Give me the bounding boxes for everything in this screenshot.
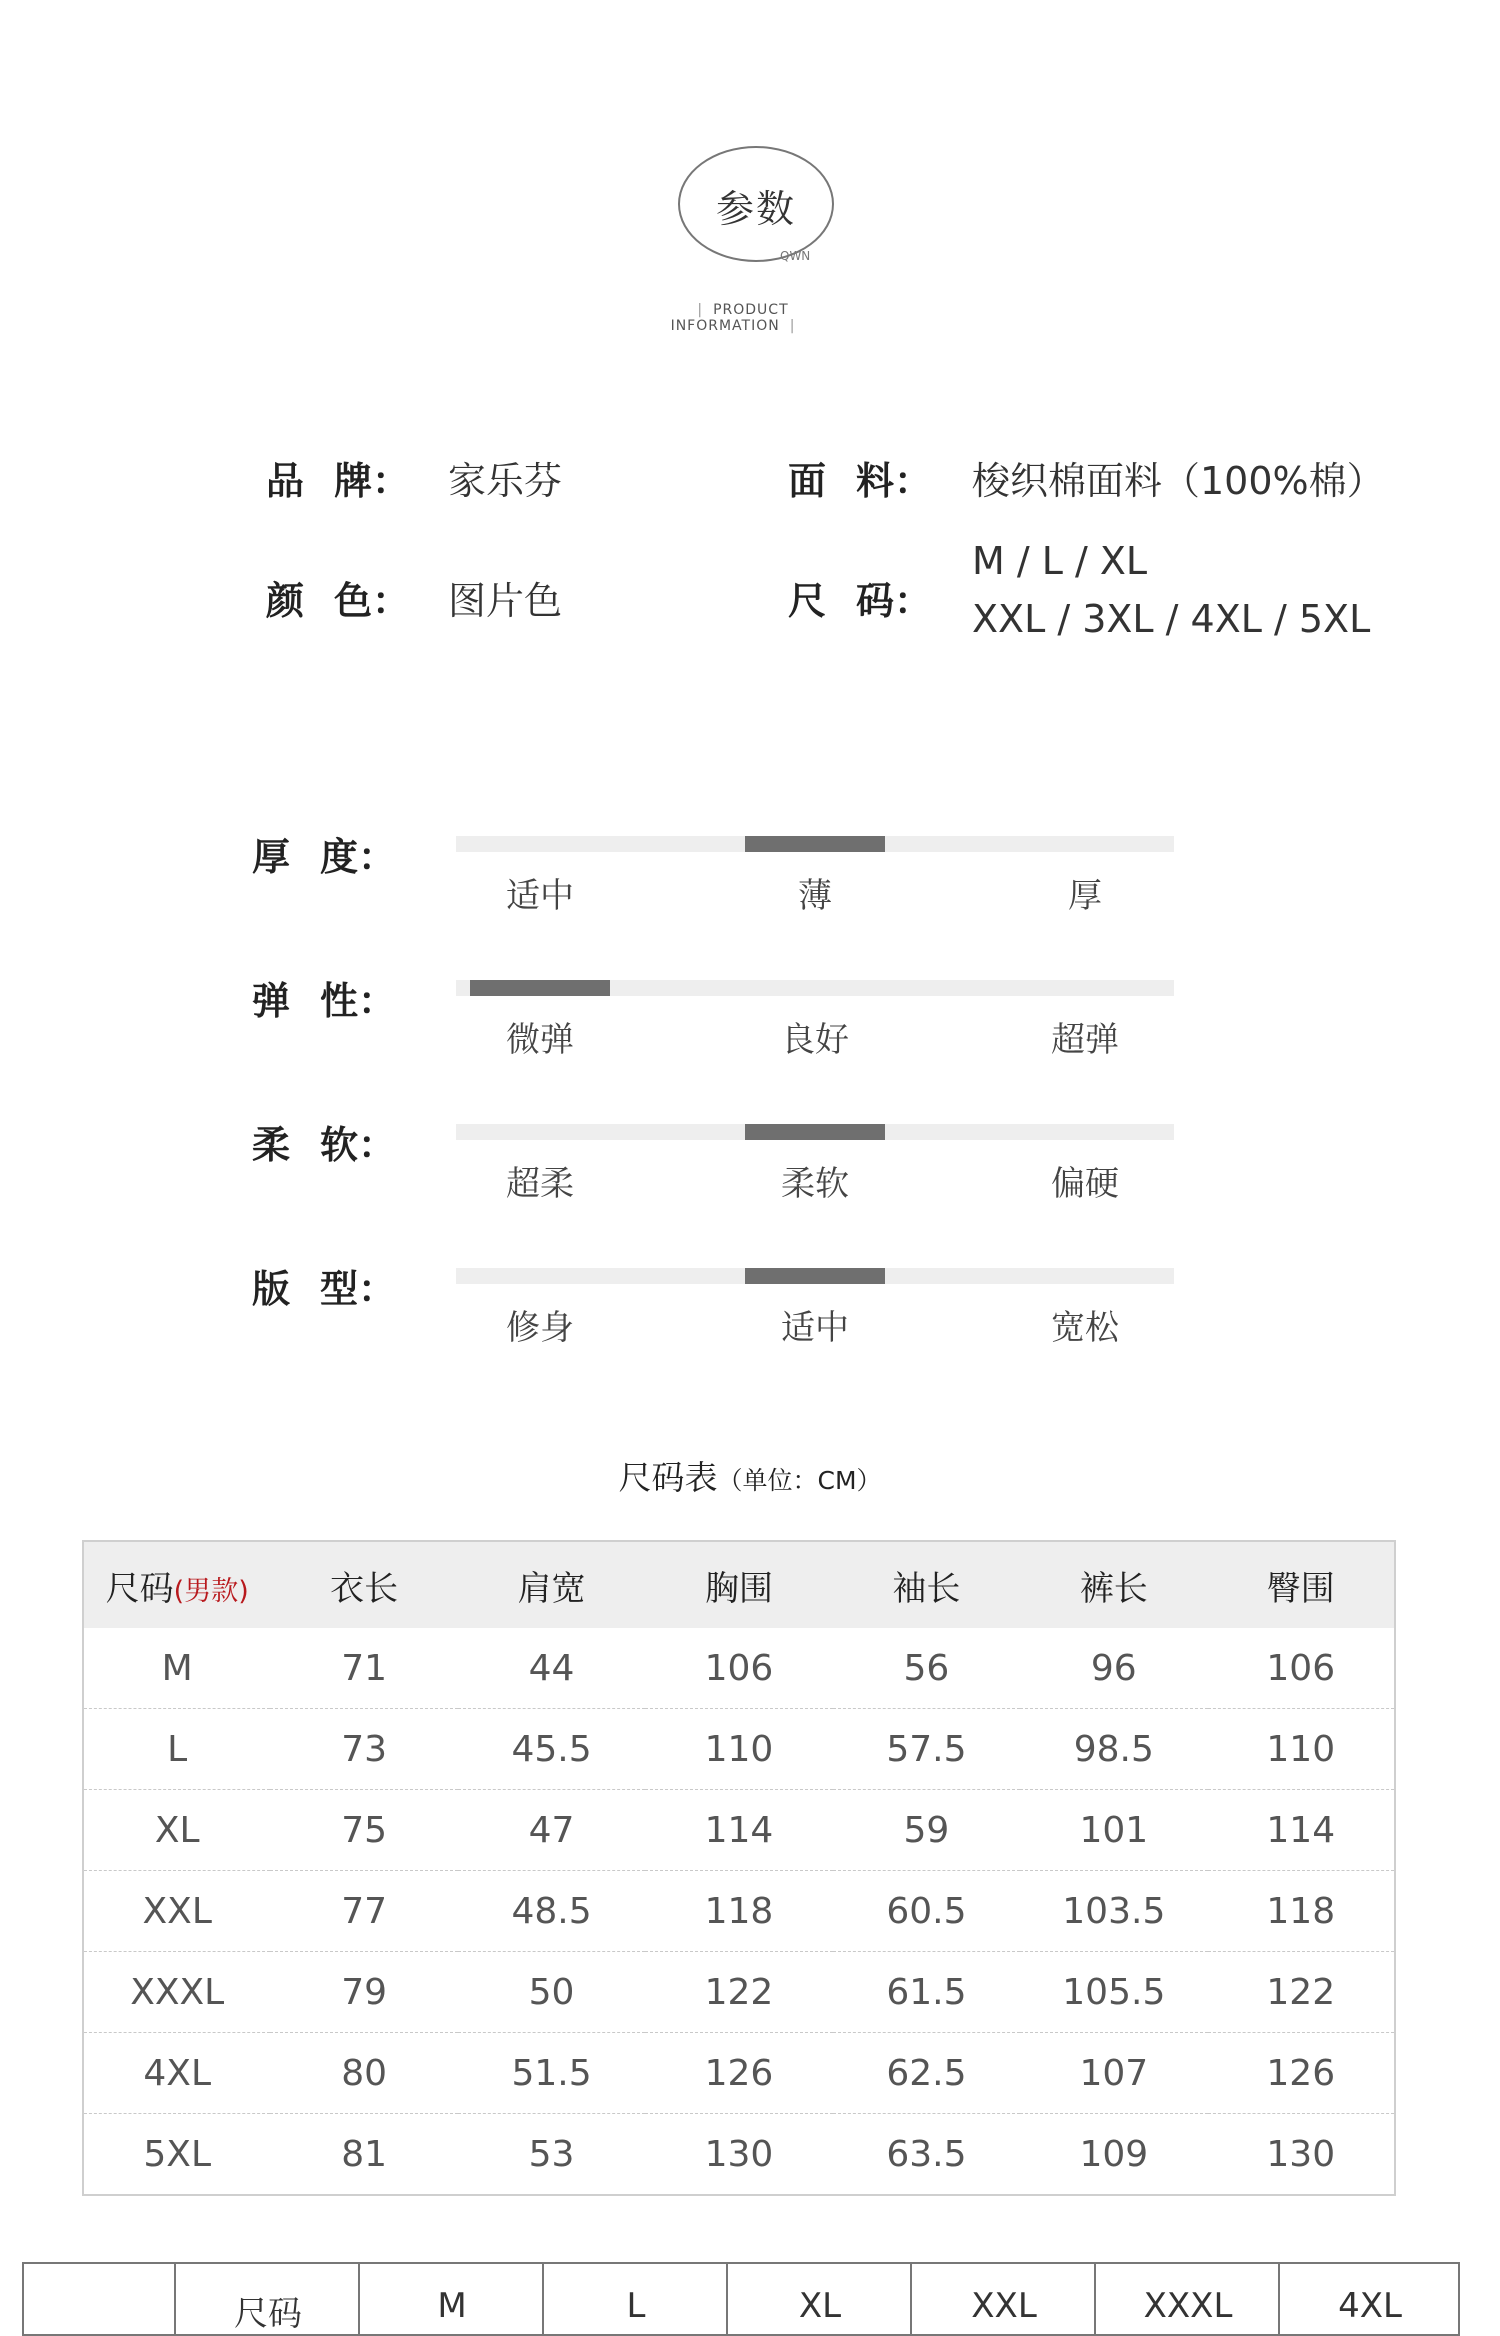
rating-option: 薄 (798, 876, 832, 916)
table-cell: 77 (270, 1871, 457, 1952)
rating-option: 超柔 (506, 1164, 574, 1204)
color-value: 图片色 (448, 579, 563, 623)
rating-option: 适中 (506, 876, 574, 916)
table-row (83, 1790, 1395, 1871)
rating-track (456, 1268, 1174, 1284)
table-cell: 130 (645, 2114, 832, 2196)
table-cell: 126 (645, 2033, 832, 2114)
bottom-table (22, 2262, 1460, 2336)
table-cell: M (161, 1647, 193, 1689)
table-cell: 4XL (83, 2033, 270, 2114)
header-cell: 裤长 (1020, 1541, 1207, 1628)
bottom-table-cell (174, 2264, 360, 2334)
table-cell: 106 (1266, 1647, 1336, 1689)
table-cell: 45.5 (458, 1709, 645, 1790)
table-cell: 51.5 (458, 2033, 645, 2114)
brand-value: 家乐芬 (448, 459, 563, 503)
table-cell: 110 (1208, 1709, 1395, 1790)
rating-track (456, 1124, 1174, 1140)
table-cell: 79 (270, 1952, 457, 2033)
table-row (83, 2114, 1395, 2196)
rating-option: 厚 (1068, 876, 1102, 916)
rating-track (456, 980, 1174, 996)
bottom-table-cell (358, 2264, 544, 2334)
bottom-table-cell (726, 2264, 912, 2334)
table-cell: 73 (270, 1709, 457, 1790)
bottom-table-text: XXXL (1143, 2286, 1233, 2326)
rating-indicator (745, 1268, 885, 1284)
table-row (83, 1871, 1395, 1952)
header-cell: 肩宽 (458, 1541, 645, 1628)
bottom-table-text: 尺码 (234, 2294, 302, 2334)
rating-option: 良好 (781, 1020, 849, 1060)
header-cell: 胸围 (645, 1541, 832, 1628)
table-cell: 48.5 (458, 1871, 645, 1952)
bottom-table-text: M (437, 2286, 467, 2326)
size-table-header (83, 1541, 1395, 1628)
table-cell: 61.5 (833, 1952, 1020, 2033)
table-cell: 114 (645, 1790, 832, 1871)
table-row (83, 1628, 1395, 1709)
separator: | (697, 302, 704, 318)
rating-option: 超弹 (1051, 1020, 1119, 1060)
table-cell: 118 (645, 1871, 832, 1952)
table-cell: 5XL (83, 2114, 270, 2196)
rating-option: 修身 (506, 1308, 574, 1348)
bottom-table-cell (1278, 2264, 1460, 2334)
table-cell: 107 (1020, 2033, 1207, 2114)
rating-label: 柔 软： (252, 1123, 397, 1167)
table-row (83, 2033, 1395, 2114)
table-row (83, 1709, 1395, 1790)
header-note: (男款) (173, 1575, 249, 1607)
rating-label: 厚 度： (252, 835, 397, 879)
table-cell: 109 (1020, 2114, 1207, 2196)
table-cell: XXXL (83, 1952, 270, 2033)
rating-track (456, 836, 1174, 852)
table-cell: 98.5 (1020, 1709, 1207, 1790)
size-table (82, 1540, 1396, 2196)
table-cell: 122 (645, 1952, 832, 2033)
bottom-table-cell (542, 2264, 728, 2334)
color-label: 颜 色： (266, 579, 411, 623)
table-cell: 59 (833, 1790, 1020, 1871)
table-cell: 62.5 (833, 2033, 1020, 2114)
table-cell: 53 (458, 2114, 645, 2196)
bottom-table-text: 4XL (1338, 2286, 1402, 2326)
table-cell: 103.5 (1020, 1871, 1207, 1952)
bottom-table-cell (910, 2264, 1096, 2334)
table-cell: 130 (1208, 2114, 1395, 2196)
table-cell: 122 (1208, 1952, 1395, 2033)
table-cell: 106 (704, 1647, 774, 1689)
table-cell: 60.5 (833, 1871, 1020, 1952)
header-cell: 臀围 (1208, 1541, 1395, 1628)
table-cell: 63.5 (833, 2114, 1020, 2196)
table-cell: L (83, 1709, 270, 1790)
table-cell: 81 (270, 2114, 457, 2196)
header-cell: 衣长 (270, 1541, 457, 1628)
size-value-line1: M / L / XL (972, 539, 1148, 583)
table-cell: 101 (1020, 1790, 1207, 1871)
bottom-table-cell (24, 2264, 174, 2334)
bottom-table-text: XL (798, 2286, 842, 2326)
table-cell: 57.5 (833, 1709, 1020, 1790)
badge-title: 参数 (715, 187, 796, 231)
table-cell: 114 (1208, 1790, 1395, 1871)
table-cell: 47 (458, 1790, 645, 1871)
rating-option: 微弹 (506, 1020, 574, 1060)
section-subtitle (618, 302, 858, 334)
subtitle-text: PRODUCT INFORMATION (670, 302, 789, 334)
size-table-unit: （单位：CM） (717, 1466, 882, 1495)
bottom-table-text: L (626, 2286, 646, 2326)
table-cell: 80 (270, 2033, 457, 2114)
table-cell: XXL (83, 1871, 270, 1952)
rating-option: 适中 (781, 1308, 849, 1348)
table-cell: 118 (1208, 1871, 1395, 1952)
bottom-table-text: XXL (971, 2286, 1037, 2326)
fabric-value: 梭织棉面料（100%棉） (972, 459, 1385, 503)
header-cell: 袖长 (833, 1541, 1020, 1628)
badge-small-text: QWN (780, 249, 811, 263)
table-cell: 96 (1090, 1647, 1137, 1689)
table-cell: 75 (270, 1790, 457, 1871)
rating-option: 宽松 (1051, 1308, 1119, 1348)
separator: | (789, 318, 796, 334)
rating-option: 柔软 (781, 1164, 849, 1204)
rating-label: 版 型： (252, 1267, 397, 1311)
table-cell: XL (83, 1790, 270, 1871)
rating-indicator (470, 980, 610, 996)
size-table-title: 尺码表（单位：CM） (618, 1458, 882, 1497)
table-row (83, 1952, 1395, 2033)
rating-option: 偏硬 (1051, 1164, 1119, 1204)
rating-indicator (745, 836, 885, 852)
size-value (972, 532, 1370, 648)
rating-indicator (745, 1124, 885, 1140)
bottom-table-cell (1094, 2264, 1280, 2334)
table-cell: 105.5 (1020, 1952, 1207, 2033)
table-cell: 126 (1208, 2033, 1395, 2114)
size-value-line2: XXL / 3XL / 4XL / 5XL (972, 597, 1371, 641)
table-cell: 110 (645, 1709, 832, 1790)
header-cell: 尺码(男款) (83, 1541, 270, 1628)
fabric-label: 面 料： (788, 459, 933, 503)
rating-label: 弹 性： (252, 979, 397, 1023)
table-cell: 56 (903, 1647, 950, 1689)
size-label: 尺 码： (788, 579, 933, 623)
table-cell: 44 (528, 1647, 575, 1689)
brand-label: 品 牌： (266, 459, 411, 503)
table-cell: 50 (458, 1952, 645, 2033)
table-cell: 71 (341, 1647, 388, 1689)
